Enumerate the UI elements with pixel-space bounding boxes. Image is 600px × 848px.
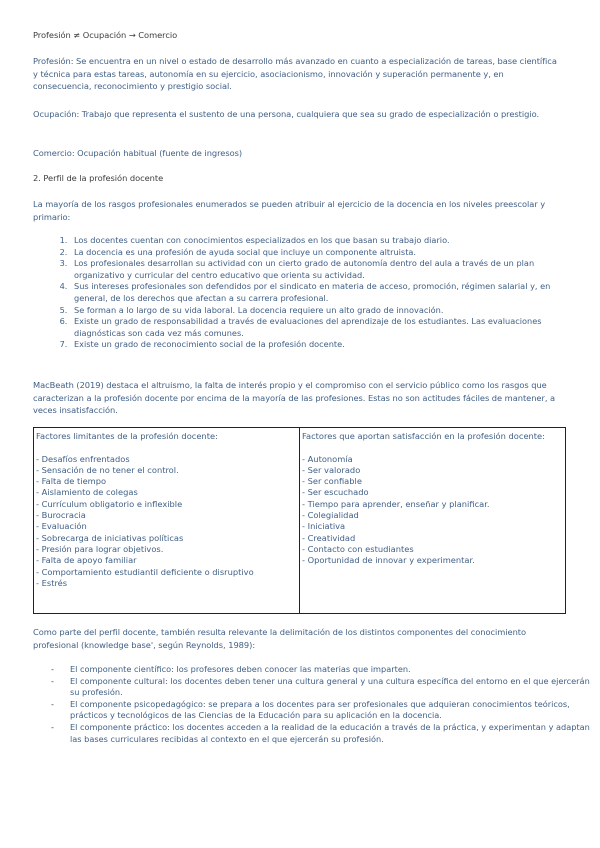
list-item: - Tiempo para aprender, enseñar y planificar. — [302, 498, 490, 509]
list-item: 2. La docencia es una profesión de ayuda social que incluye un componente altruista. — [70, 247, 585, 259]
page-title: Profesión ≠ Ocupación → Comercio — [33, 30, 178, 40]
list-item: - Evaluación — [36, 521, 87, 532]
list-item: - Currículum obligatorio e inflexible — [36, 498, 183, 509]
limiting-factors-cell — [34, 428, 300, 614]
intro-rasgos: La mayoría de los rasgos profesionales enumerados se pueden atribuir al ejercicio de la docencia en los niveles preescolar y primario: — [33, 199, 546, 222]
factors-table — [33, 427, 566, 614]
section-heading: 2. Perfil de la profesión docente — [33, 173, 164, 183]
list-item: 5. Se forman a lo largo de su vida laboral. La docencia requiere un alto grado de innovación. — [70, 305, 585, 317]
definition-comercio: Comercio: Ocupación habitual (fuente de ingresos) — [33, 148, 243, 158]
componentes-list — [33, 664, 595, 745]
list-item: - El componente práctico: los docentes acceden a la realidad de la educación a través de la práctica, y experimentan y adaptan las bases curriculares recibidas al contexto en el que ejercerán su profesión. — [70, 722, 595, 745]
satisfaction-factors-header: Factores que aportan satisfacción en la profesión docente: — [302, 431, 545, 441]
list-item: - El componente científico: los profesores deben conocer las materias que imparten. — [70, 664, 595, 676]
list-item: - Oportunidad de innovar y experimentar. — [302, 555, 475, 566]
list-item: 3. Los profesionales desarrollan su actividad con un cierto grado de autonomía dentro del aula a través de un plan organizativo y curricular del centro educativo que orienta su actividad. — [70, 258, 585, 281]
rasgos-list — [33, 235, 585, 351]
list-item: - Ser escuchado — [302, 487, 369, 498]
list-item: - Sensación de no tener el control. — [36, 464, 179, 475]
intro-componentes: Como parte del perfil docente, también resulta relevante la delimitación de los distintos componentes del conocimiento profesional (knowledge base', según Reynolds, 1989): — [33, 627, 527, 650]
list-item: - Aislamiento de colegas — [36, 487, 138, 498]
list-item: - Sobrecarga de iniciativas políticas — [36, 532, 184, 543]
list-item: 6. Existe un grado de responsabilidad a través de evaluaciones del aprendizaje de los estudiantes. Las evaluaciones diagnósticas son cada vez más comunes. — [70, 316, 585, 339]
list-item: - Autonomía — [302, 453, 353, 464]
satisfaction-factors-cell — [300, 428, 566, 614]
list-item: - Falta de apoyo familiar — [36, 555, 137, 566]
table-row — [34, 428, 566, 614]
list-item: - Estrés — [36, 577, 68, 588]
list-item: - Comportamiento estudiantil deficiente o disruptivo — [36, 566, 254, 577]
definition-profesion: Profesión: Se encuentra en un nivel o estado de desarrollo más avanzado en cuanto a especialización de tareas, base científica y técnica para estas tareas, autonomía en su ejercicio, asociacionismo, innovación y superación permanente y, en consecuencia, reconocimiento y prestigio social. — [33, 56, 557, 92]
list-item: - Desafíos enfrentados — [36, 453, 130, 464]
list-item: - Falta de tiempo — [36, 476, 107, 487]
limiting-factors-header: Factores limitantes de la profesión docente: — [36, 431, 218, 441]
list-item: - El componente psicopedagógico: se prepara a los docentes para ser profesionales que adquieran conocimientos teóricos, prácticos y tecnológicos de las Ciencias de la Educación para su aplicación en la docencia. — [70, 699, 595, 722]
list-item: - El componente cultural: los docentes deben tener una cultura general y una cultura específica del entorno en el que ejercerán su profesión. — [70, 676, 595, 699]
list-item: 7. Existe un grado de reconocimiento social de la profesión docente. — [70, 339, 585, 351]
list-item: - Presión para lograr objetivos. — [36, 543, 164, 554]
list-item: - Creatividad — [302, 532, 356, 543]
list-item: - Contacto con estudiantes — [302, 543, 414, 554]
list-item: 1. Los docentes cuentan con conocimientos especializados en los que basan su trabajo diario. — [70, 235, 585, 247]
definition-ocupacion: Ocupación: Trabajo que representa el sustento de una persona, cualquiera que sea su grado de especialización o prestigio. — [33, 109, 540, 119]
list-item: - Burocracia — [36, 510, 86, 521]
list-item: 4. Sus intereses profesionales son defendidos por el sindicato en materia de acceso, promoción, régimen salarial y, en general, de los derechos que afectan a su carrera profesional. — [70, 281, 585, 304]
list-item: - Colegialidad — [302, 510, 359, 521]
list-item: - Ser valorado — [302, 464, 361, 475]
macbeath-paragraph: MacBeath (2019) destaca el altruismo, la falta de interés propio y el compromiso con el servicio público como los rasgos que caracterizan a la profesión docente por encima de la mayoría de las profesiones. Estas no son actitudes fáciles de mantener, a veces insatisfacción. — [33, 380, 556, 416]
list-item: - Ser confiable — [302, 476, 362, 487]
list-item: - Iniciativa — [302, 521, 346, 532]
